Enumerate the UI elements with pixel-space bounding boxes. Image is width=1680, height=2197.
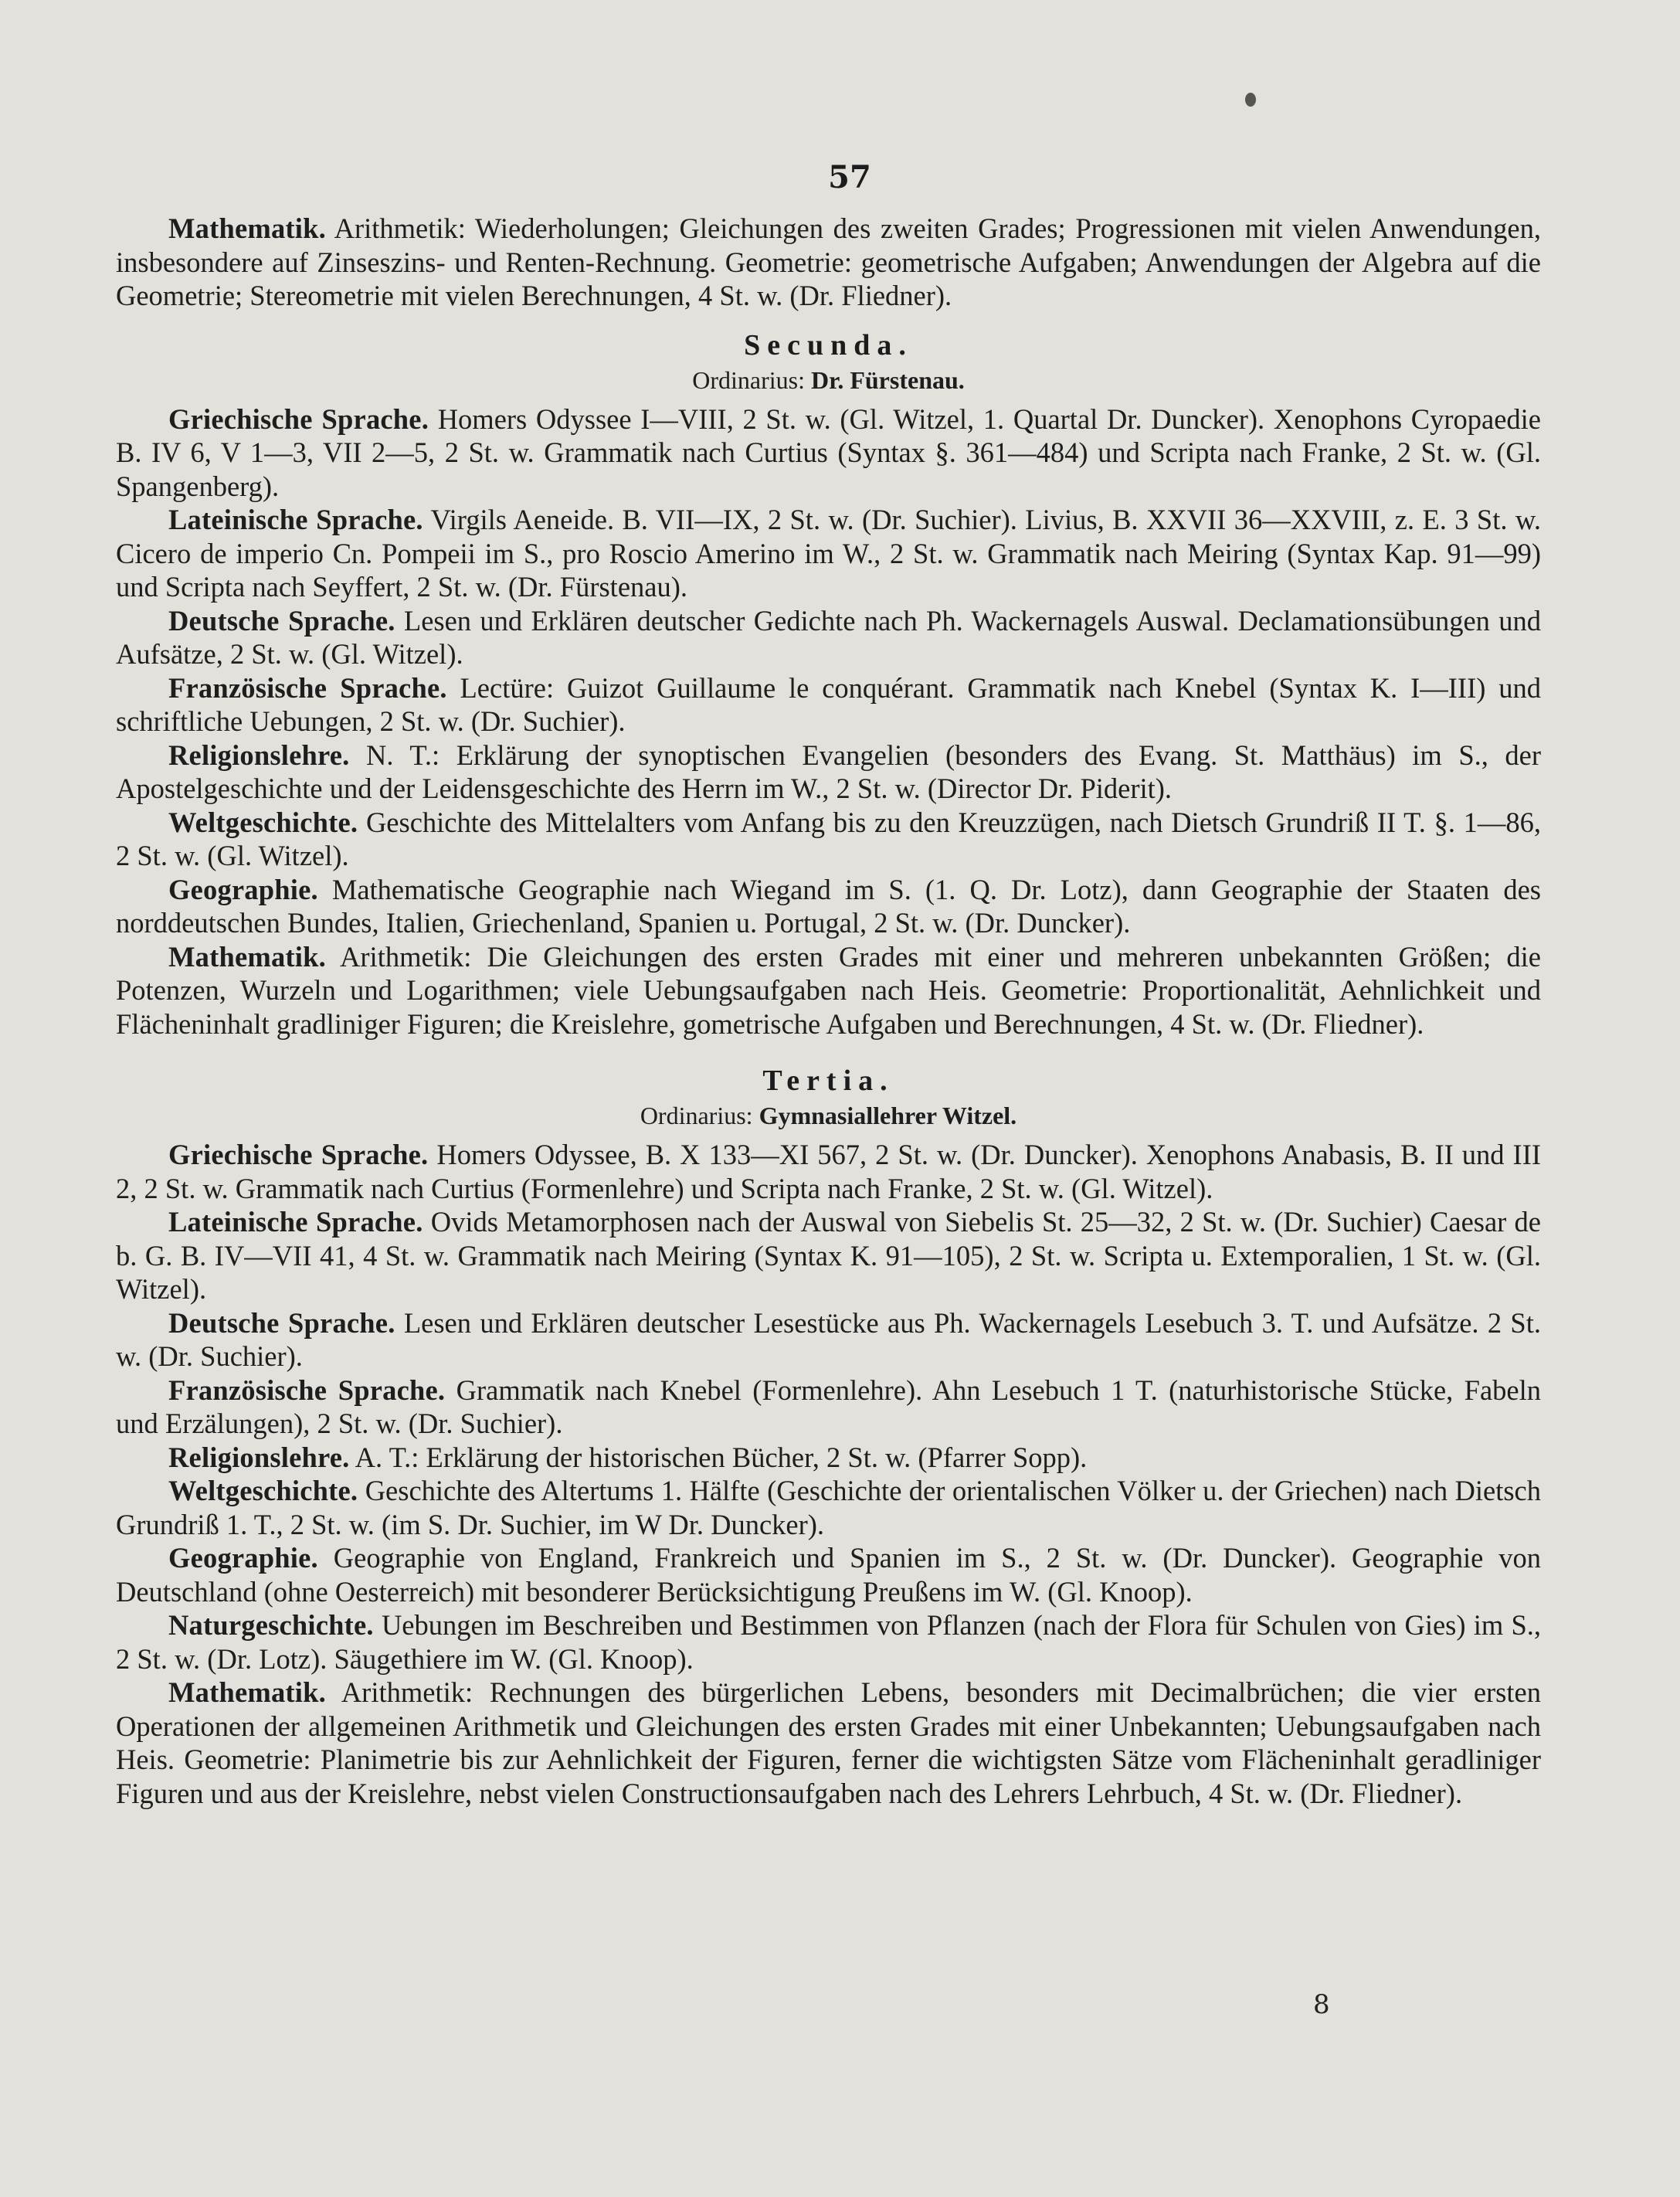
subject-paragraph bbox=[116, 671, 1541, 739]
subject-text: Ovids Metamorphosen nach der Auswal von Siebelis St. 25—32, 2 St. w. (Dr. Suchier) Caesar de b. G. B. IV—VII 41, 4 St. w. Grammatik nach Meiring (Syntax K. 91—105), 2 St. w. Scripta u. Extemporalien, 1 St. w. (Gl. Witzel). bbox=[116, 1206, 1541, 1305]
ordinarius-name: Gymnasiallehrer Witzel. bbox=[759, 1102, 1017, 1129]
section-title-tertia: Tertia. bbox=[762, 1065, 894, 1097]
subject-heading: Französische Sprache. bbox=[168, 1374, 446, 1406]
subject-paragraph bbox=[116, 739, 1541, 806]
subject-text: Lectüre: Guizot Guillaume le conquérant. Grammatik nach Knebel (Syntax K. I—III) und schriftliche Uebungen, 2 St. w. (Dr. Suchier). bbox=[116, 671, 1541, 737]
subject-text: Lesen und Erklären deutscher Gedichte nach Ph. Wackernagels Auswal. Declamationsübungen und Aufsätze, 2 St. w. (Gl. Witzel). bbox=[116, 604, 1541, 670]
subject-paragraph bbox=[116, 806, 1541, 873]
subject-heading: Lateinische Sprache. bbox=[168, 1206, 423, 1238]
subject-text: Geschichte des Mittelalters vom Anfang bis zu den Kreuzzügen, nach Dietsch Grundriß II T. §. 1—86, 2 St. w. (Gl. Witzel). bbox=[116, 806, 1541, 871]
subject-paragraph bbox=[116, 1441, 1541, 1475]
subject-paragraph bbox=[116, 1608, 1541, 1676]
subject-heading: Mathematik. bbox=[168, 940, 326, 973]
subject-paragraph bbox=[116, 1474, 1541, 1541]
subject-paragraph bbox=[116, 1541, 1541, 1608]
subject-text: Geographie von England, Frankreich und Spanien im S., 2 St. w. (Dr. Duncker). Geographie von Deutschland (ohne Oesterreich) mit besonderer Berücksichtigung Preußens im W. (Gl. Knoop). bbox=[116, 1542, 1541, 1608]
subject-heading: Griechische Sprache. bbox=[168, 1139, 429, 1170]
subject-text: A. T.: Erklärung der historischen Bücher, 2 St. w. (Pfarrer Sopp). bbox=[355, 1441, 1088, 1473]
page-number: 57 bbox=[828, 159, 871, 195]
subject-heading: Mathematik. bbox=[168, 212, 326, 244]
subject-paragraph bbox=[116, 402, 1541, 504]
subject-paragraph bbox=[116, 1676, 1541, 1810]
ordinarius-line bbox=[116, 1099, 1541, 1132]
subject-heading: Religionslehre. bbox=[168, 739, 350, 771]
subject-paragraph bbox=[116, 1306, 1541, 1374]
ink-spot bbox=[1245, 93, 1256, 107]
subject-paragraph bbox=[116, 1374, 1541, 1441]
subject-paragraph bbox=[116, 1205, 1541, 1306]
subject-heading: Deutsche Sprache. bbox=[168, 1306, 395, 1339]
page-body bbox=[116, 147, 1541, 2124]
ordinarius-name: Dr. Fürstenau. bbox=[810, 365, 965, 394]
subject-text: Arithmetik: Rechnungen des bürgerlichen Lebens, besonders mit Decimalbrüchen; die vier ersten Operationen der allgemeinen Arithmetik und Gleichungen des ersten Grades mit einer Unbekannten; Uebungsaufgaben nach Heis. Geometrie: Planimetrie bis zur Aehnlichkeit der Figuren, ferner die wichtigsten Sätze vom Flächeninhalt geradliniger Figuren und aus der Kreislehre, nebst vielen Constructionsaufgaben nach des Lehrers Lehrbuch, 4 St. w. (Dr. Fliedner). bbox=[116, 1676, 1541, 1809]
subject-paragraph bbox=[116, 1138, 1541, 1205]
subject-text: Arithmetik: Die Gleichungen des ersten Grades mit einer und mehreren unbekannten Größen; die Potenzen, Wurzeln und Logarithmen; viele Uebungsaufgaben nach Heis. Geometrie: Proportionalität, Aehnlichkeit und Flächeninhalt gradliniger Figuren; die Kreislehre, gometrische Aufgaben und Berechnungen, 4 St. w. (Dr. Fliedner). bbox=[116, 940, 1541, 1040]
ordinarius-line bbox=[116, 364, 1541, 396]
subject-heading: Französische Sprache. bbox=[168, 671, 447, 704]
subject-text: Lesen und Erklären deutscher Lesestücke aus Ph. Wackernagels Lesebuch 3. T. und Aufsätze. 2 St. w. (Dr. Suchier). bbox=[116, 1306, 1541, 1372]
ordinarius-label: Ordinarius: bbox=[640, 1102, 753, 1129]
subject-text: Mathematische Geographie nach Wiegand im S. (1. Q. Dr. Lotz), dann Geographie der Staaten des norddeutschen Bundes, Italien, Griechenland, Spanien u. Portugal, 2 St. w. (Dr. Duncker). bbox=[116, 873, 1541, 939]
sheet-signature-mark: 8 bbox=[1313, 1989, 1330, 2020]
subject-text: Grammatik nach Knebel (Formenlehre). Ahn Lesebuch 1 T. (naturhistorische Stücke, Fabeln und Erzälungen), 2 St. w. (Dr. Suchier). bbox=[116, 1374, 1541, 1439]
subject-paragraph bbox=[116, 940, 1541, 1041]
subject-heading: Weltgeschichte. bbox=[168, 806, 358, 838]
subject-paragraph bbox=[116, 604, 1541, 671]
subject-text: Arithmetik: Wiederholungen; Gleichungen des zweiten Grades; Progressionen mit vielen Anwendungen, insbesondere auf Zinseszins- und Renten-Rechnung. Geometrie: geometrische Aufgaben; Anwendungen der Algebra auf die Geometrie; Stereometrie mit vielen Berechnungen, 4 St. w. (Dr. Fliedner). bbox=[116, 212, 1541, 311]
subject-heading: Geographie. bbox=[168, 873, 318, 905]
subject-text: Homers Odyssee I—VIII, 2 St. w. (Gl. Witzel, 1. Quartal Dr. Duncker). Xenophons Cyropaedie B. IV 6, V 1—3, VII 2—5, 2 St. w. Grammatik nach Curtius (Syntax §. 361—484) und Scripta nach Franke, 2 St. w. (Gl. Spangenberg). bbox=[116, 402, 1541, 502]
subject-text: N. T.: Erklärung der synoptischen Evangelien (besonders des Evang. St. Matthäus) im S., der Apostelgeschichte und der Leidensgeschichte des Herrn im W., 2 St. w. (Director Dr. Piderit). bbox=[116, 739, 1541, 804]
ordinarius-label: Ordinarius: bbox=[692, 365, 805, 394]
subject-text: Virgils Aeneide. B. VII—IX, 2 St. w. (Dr. Suchier). Livius, B. XXVII 36—XXVIII, z. E. 3 St. w. Cicero de imperio Cn. Pompeii im S., pro Roscio Amerino im W., 2 St. w. Grammatik nach Meiring (Syntax Kap. 91—99) und Scripta nach Seyffert, 2 St. w. (Dr. Fürstenau). bbox=[116, 504, 1541, 603]
subject-heading: Deutsche Sprache. bbox=[168, 604, 395, 637]
subject-heading: Griechische Sprache. bbox=[168, 402, 429, 435]
subject-heading: Lateinische Sprache. bbox=[168, 504, 423, 535]
subject-paragraph bbox=[116, 873, 1541, 940]
subject-heading: Naturgeschichte. bbox=[168, 1609, 374, 1641]
subject-text: Uebungen im Beschreiben und Bestimmen von Pflanzen (nach der Flora für Schulen von Gies) im S., 2 St. w. (Dr. Lotz). Säugethiere im W. (Gl. Knoop). bbox=[116, 1609, 1541, 1675]
subject-heading: Mathematik. bbox=[168, 1676, 326, 1708]
subject-heading: Religionslehre. bbox=[168, 1441, 350, 1473]
subject-heading: Geographie. bbox=[168, 1542, 318, 1574]
subject-text: Geschichte des Altertums 1. Hälfte (Geschichte der orientalischen Völker u. der Griechen) nach Dietsch Grundriß 1. T., 2 St. w. (im S. Dr. Suchier, im W Dr. Duncker). bbox=[116, 1475, 1541, 1540]
subject-text: Homers Odyssee, B. X 133—XI 567, 2 St. w. (Dr. Duncker). Xenophons Anabasis, B. II und III 2, 2 St. w. Grammatik nach Curtius (Formenlehre) und Scripta nach Franke, 2 St. w. (Gl. Witzel). bbox=[116, 1139, 1541, 1204]
section-title-secunda: Secunda. bbox=[744, 328, 913, 362]
subject-heading: Weltgeschichte. bbox=[168, 1475, 358, 1506]
subject-paragraph bbox=[116, 503, 1541, 604]
subject-paragraph bbox=[116, 212, 1541, 313]
